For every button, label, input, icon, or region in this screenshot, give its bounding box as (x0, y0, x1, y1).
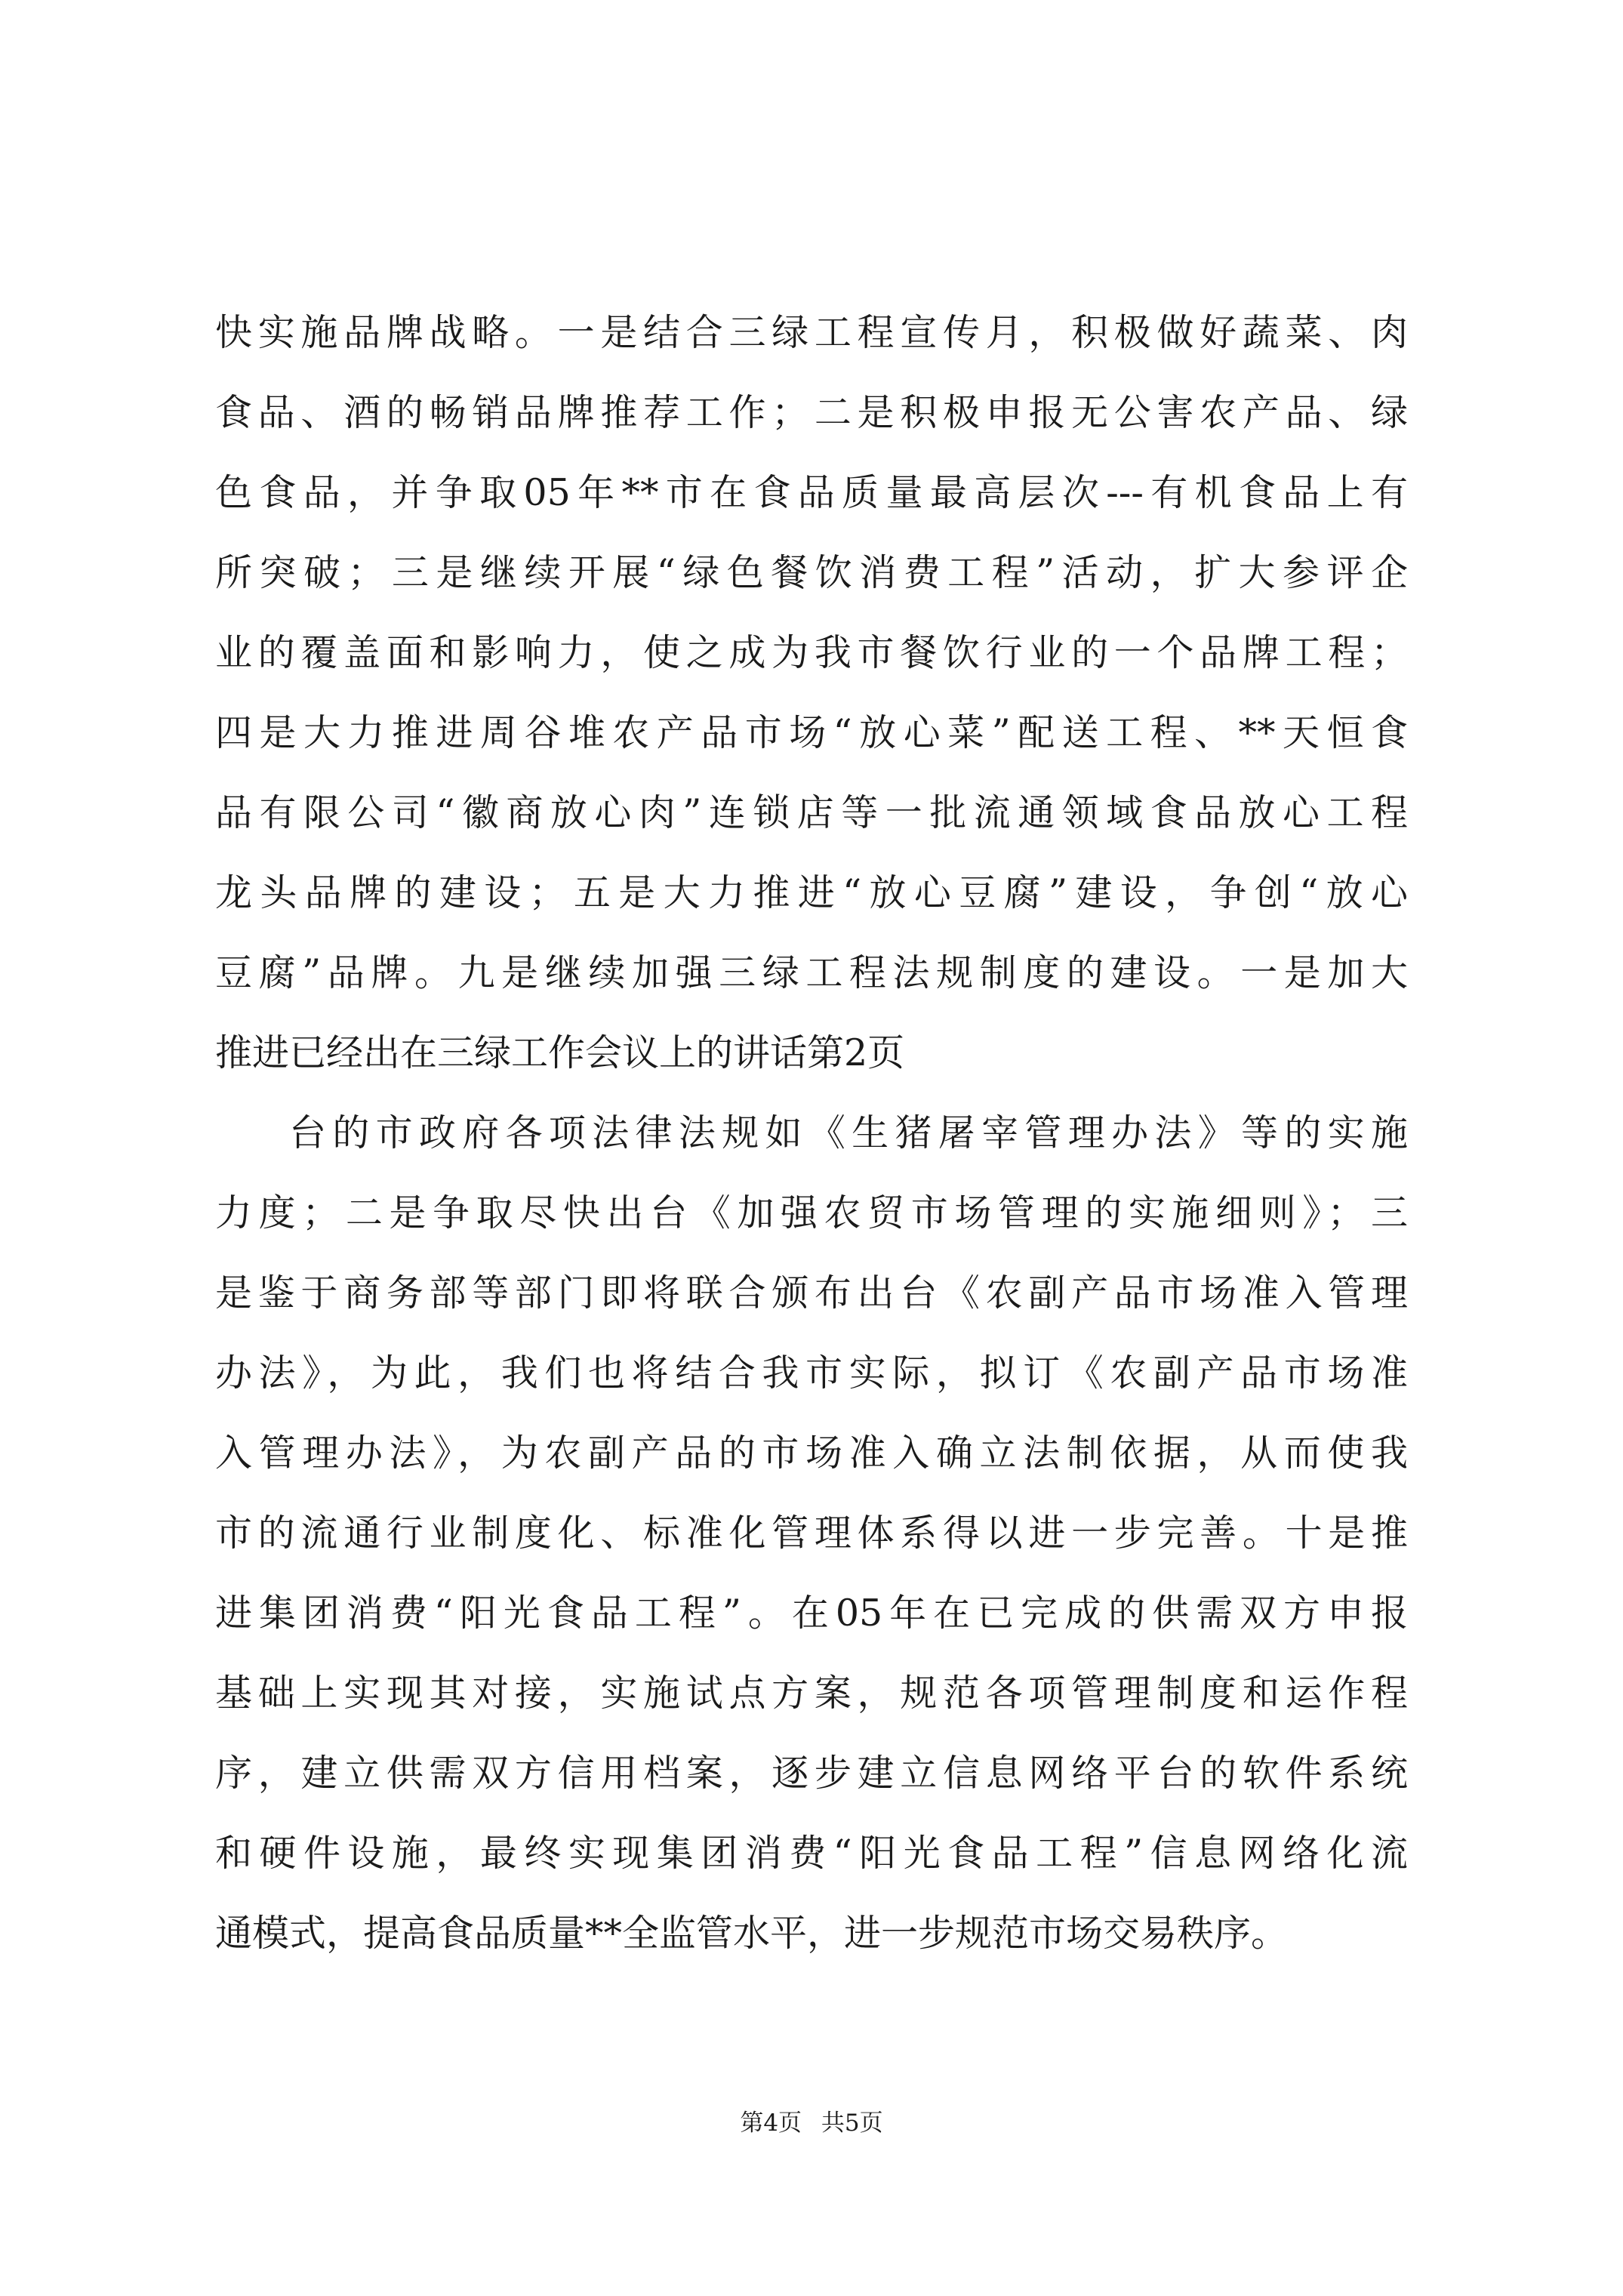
page-total: 共5页 (821, 2110, 883, 2137)
text-line: 进集团消费“阳光食品工程”。在05年在已完成的供需双方申报 (215, 1592, 1408, 1635)
text-line: 通模式，提高食品质量**全监管水平，进一步规范市场交易秩序。 (215, 1912, 1289, 1955)
paragraph (215, 1093, 1408, 1974)
text-line: 推进已经出在三绿工作会议上的讲话第2页 (215, 1031, 905, 1074)
page-footer (0, 2108, 1623, 2138)
page-number: 第4页 (740, 2110, 802, 2137)
text-line: 台的市政府各项法律法规如《生猪屠宰管理办法》等的实施 (289, 1111, 1408, 1154)
text-line: 豆腐”品牌。九是继续加强三绿工程法规制度的建设。一是加大 (215, 951, 1408, 994)
text-line: 市的流通行业制度化、标准化管理体系得以进一步完善。十是推 (215, 1512, 1408, 1555)
text-line: 和硬件设施，最终实现集团消费“阳光食品工程”信息网络化流 (215, 1832, 1408, 1875)
text-line: 力度；二是争取尽快出台《加强农贸市场管理的实施细则》；三 (215, 1191, 1408, 1234)
text-line: 龙头品牌的建设；五是大力推进“放心豆腐”建设，争创“放心 (215, 871, 1408, 914)
paragraph (215, 293, 1408, 1093)
text-line: 业的覆盖面和影响力，使之成为我市餐饮行业的一个品牌工程； (215, 631, 1408, 674)
text-line: 所突破；三是继续开展“绿色餐饮消费工程”活动，扩大参评企 (215, 551, 1408, 594)
text-line: 四是大力推进周谷堆农产品市场“放心菜”配送工程、**天恒食 (215, 711, 1408, 754)
text-line: 基础上实现其对接，实施试点方案，规范各项管理制度和运作程 (215, 1672, 1408, 1715)
text-line: 快实施品牌战略。一是结合三绿工程宣传月，积极做好蔬菜、肉 (215, 311, 1408, 354)
document-body (215, 293, 1408, 1974)
text-line: 办法》，为此，我们也将结合我市实际，拟订《农副产品市场准 (215, 1351, 1408, 1395)
text-line: 食品、酒的畅销品牌推荐工作；二是积极申报无公害农产品、绿 (215, 391, 1408, 434)
text-line: 入管理办法》，为农副产品的市场准入确立法制依据，从而使我 (215, 1432, 1408, 1475)
text-line: 序，建立供需双方信用档案，逐步建立信息网络平台的软件系统 (215, 1752, 1408, 1795)
text-line: 品有限公司“徽商放心肉”连锁店等一批流通领域食品放心工程 (215, 791, 1408, 834)
text-line: 是鉴于商务部等部门即将联合颁布出台《农副产品市场准入管理 (215, 1271, 1408, 1314)
text-line: 色食品，并争取05年**市在食品质量最高层次---有机食品上有 (215, 471, 1408, 514)
